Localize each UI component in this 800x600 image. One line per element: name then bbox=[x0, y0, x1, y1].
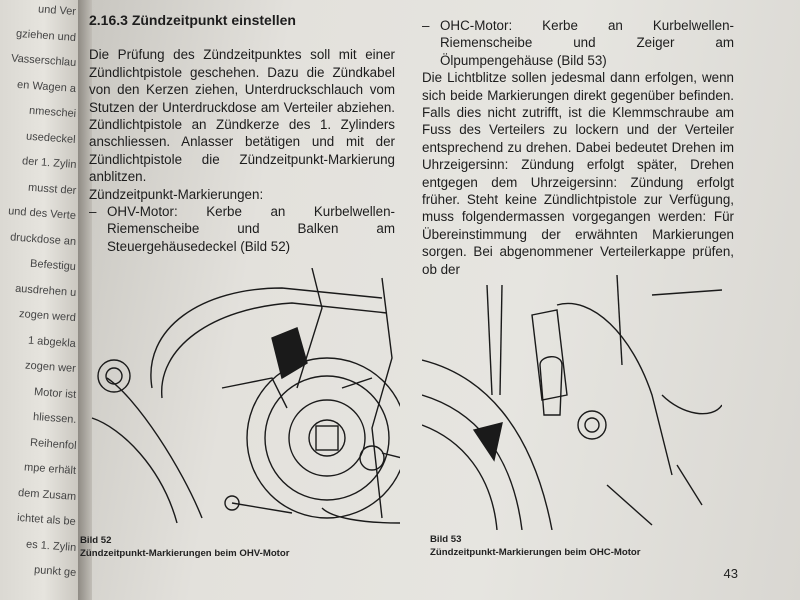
page-number: 43 bbox=[723, 566, 738, 581]
left-page-text-fragment: 1 abgekla bbox=[27, 334, 77, 350]
figure-caption-text: Zündzeitpunkt-Markierungen beim OHC-Motor bbox=[430, 547, 641, 558]
list-item-ohc bbox=[422, 17, 734, 69]
section-heading: 2.16.3 Zündzeitpunkt einstellen bbox=[89, 12, 296, 28]
left-page-text-fragment: und Ver bbox=[37, 3, 77, 18]
left-page-text-fragment: druckdose an bbox=[9, 230, 77, 248]
figure-53-caption bbox=[430, 533, 641, 559]
figure-52-caption bbox=[80, 534, 289, 560]
left-page-text-fragment: Befestigu bbox=[29, 257, 77, 273]
left-page-text-fragment: es 1. Zylin bbox=[25, 538, 77, 554]
list-item-text: OHC-Motor: Kerbe an Kurbelwellen-Riemenscheibe und Zeiger am Ölpumpengehäuse (Bild 53) bbox=[440, 18, 734, 68]
left-page-text-fragment: dem Zusam bbox=[17, 486, 77, 503]
left-page-text-fragment: und des Verte bbox=[7, 205, 77, 222]
left-column bbox=[89, 12, 395, 255]
figure-53-drawing bbox=[422, 275, 722, 530]
left-page-text-fragment: musst der bbox=[27, 181, 77, 197]
left-page-text-fragment: mpe erhält bbox=[23, 461, 77, 477]
right-column bbox=[422, 17, 734, 278]
left-page-text-fragment: nmeschei bbox=[28, 104, 77, 120]
left-page-text-fragment: usedeckel bbox=[26, 130, 77, 146]
left-page-text-fragment: Vasserschlau bbox=[10, 52, 77, 69]
left-page-edge bbox=[0, 0, 80, 600]
left-page-text-fragment: en Wagen a bbox=[16, 78, 77, 95]
left-page-text-fragment: hliessen. bbox=[32, 410, 77, 426]
figure-label: Bild 52 bbox=[80, 535, 112, 546]
list-dash: – bbox=[89, 204, 97, 220]
book-page bbox=[80, 0, 800, 600]
right-paragraph: Die Lichtblitze sollen jedesmal dann erfolgen, wenn sich beide Markierungen direkt gegenüber befinden. Falls dies nicht zutrifft, ist die Klemmschraube am Fuss des Verteilers zu lockern und der Verteiler entsprechend zu drehen. Dabei bedeutet Drehen im Uhrzeigersinn: Zündung erfolgt später, Drehen entgegen dem Uhrzeigersinn: Zündung erfolgt früher. Steht keine Zündlichtpistole zur Verfügung, muss folgendermassen vorgegangen werden: Für Übereinstimmung der erwähnten Markierungen sorgen. Bei abgenommener Verteilerkappe prüfen, ob der bbox=[422, 70, 734, 277]
left-page-text-fragment: Reihenfol bbox=[29, 436, 77, 452]
left-page-text-fragment: der 1. Zylin bbox=[21, 155, 77, 171]
left-page-text-fragment: gziehen und bbox=[15, 27, 77, 44]
left-page-text-fragment: Motor ist bbox=[33, 385, 77, 401]
figure-52-drawing bbox=[82, 268, 400, 530]
list-dash: – bbox=[422, 18, 430, 33]
figure-label: Bild 53 bbox=[430, 534, 462, 545]
left-page-text-fragment: punkt ge bbox=[33, 564, 77, 579]
left-page-text-fragment: ichtet als be bbox=[17, 511, 77, 528]
left-page-text-fragment: zogen wer bbox=[24, 359, 77, 375]
figure-caption-text: Zündzeitpunkt-Markierungen beim OHV-Motor bbox=[80, 548, 290, 559]
left-page-text-fragment: zogen werd bbox=[18, 308, 77, 324]
list-item-ohv bbox=[89, 203, 395, 255]
markings-label: Zündzeitpunkt-Markierungen: bbox=[89, 186, 264, 202]
list-item-text: OHV-Motor: Kerbe an Kurbelwellen-Riemenscheibe und Balken am Steuergehäusedeckel (Bild 52) bbox=[107, 204, 395, 254]
intro-paragraph: Die Prüfung des Zündzeitpunktes soll mit einer Zündlichtpistole geschehen. Dazu die Zündkabel von den Kerzen ziehen, Unterdruckschlauch vom Stutzen der Unterdruckdose am Verteiler abziehen. Zündlichtpistole an Zündkerze des 1. Zylinders anschliessen. Anlasser betätigen und mit der Zündlichtpistole die Zündzeitpunkt-Markierung anblitzen. bbox=[89, 47, 395, 185]
left-page-text-fragment: ausdrehen u bbox=[14, 282, 77, 299]
